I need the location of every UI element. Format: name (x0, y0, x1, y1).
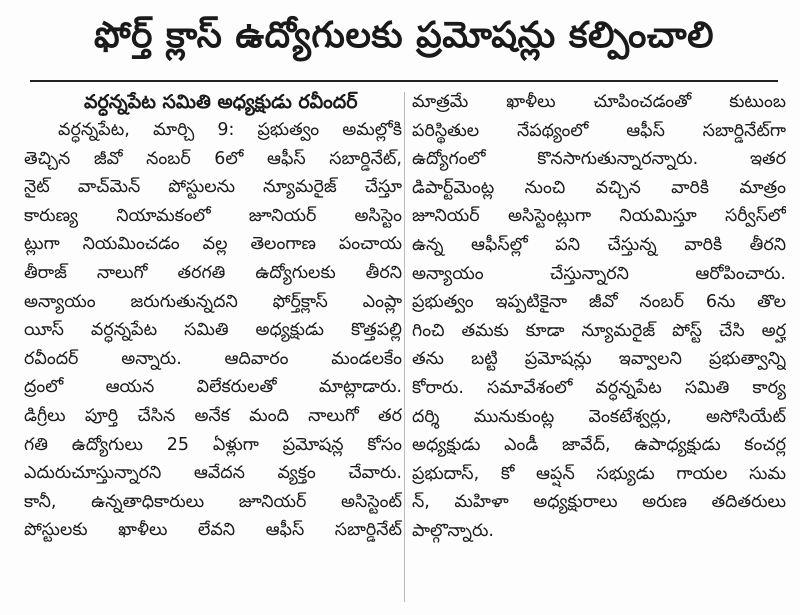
text-line: పాల్గొన్నారు. (412, 520, 494, 541)
text-line: తను బట్టి ప్రమోషన్లు ఇవ్వాలని ప్రభుత్వాన్ని (412, 349, 786, 370)
text-line: నైట్ వాచ్‌మెన్ పోస్టులను న్యూమరైజ్ చేస్తూ (24, 177, 402, 198)
text-line: రవీందర్ అన్నారు. ఆదివారం మండలకేం (24, 348, 402, 369)
text-line: పోస్టులకు ఖాళీలు లేవని ఆఫీస్ సబార్డినేట్ (24, 520, 402, 541)
article-headline: ఫోర్త్ క్లాస్ ఉద్యోగులకు ప్రమోషన్లు కల్పించాలి (93, 15, 714, 56)
text-line: ట్లుగా నియమించడం వల్ల తెలంగాణ పంచాయ (24, 234, 402, 255)
text-line: డిపార్ట్‌మెంట్ల నుంచి వచ్చిన వారికి మాత్రం (412, 177, 786, 198)
headline-rule (30, 80, 778, 82)
text-line: కారుణ్య నియామకంలో జూనియర్ అసిస్టెం (24, 205, 402, 226)
text-line: ప్రభుత్వం ఇప్పటికైనా జీవో నంబర్ 6ను తొల (412, 292, 786, 313)
article-subheadline: వర్ధన్నపేట సమితి అధ్యక్షుడు రవీందర్ (84, 91, 358, 113)
left-column (24, 88, 402, 608)
text-line: న్, మహిళా అధ్యక్షురాలు అరుణ తదితరులు (412, 492, 786, 513)
text-line: ప్రభుదాస్, కో ఆప్షన్ సభ్యుడు గాయల సుమ (412, 463, 786, 484)
text-line: డిగ్రీలు పూర్తి చేసిన అనేక మంది నాలుగో తర (24, 405, 402, 426)
text-line: గించి తమకు కూడా న్యూమరైజ్ పోస్ట్ చేసి అర్హ (412, 320, 786, 341)
text-line: వర్ధన్నపేట, మార్చి 9: ప్రభుత్వం అమల్లోకి (58, 120, 402, 140)
text-line: మాత్రమే ఖాళీలు చూపించడంతో కుటుంబ (412, 92, 786, 112)
text-line: తెచ్చిన జీవో నంబర్ 6లో ఆఫీస్ సబార్డినేట్, (24, 148, 402, 169)
right-column (412, 88, 786, 608)
right-column-text (412, 88, 786, 546)
text-line: అన్యాయం జరుగుతున్నదని ఫోర్త్‌క్లాస్ ఎంప్లా (24, 291, 402, 312)
left-column-text (24, 116, 402, 545)
text-line: అన్యాయం చేస్తున్నారని ఆరోపించారు. (412, 263, 786, 284)
text-line: కోరారు. సమావేశంలో వర్ధన్నపేట సమితి కార్య (412, 377, 786, 398)
text-line: దర్శి మునుకుంట్ల వెంకటేశ్వర్లు, అసోసియేట్ (412, 406, 786, 427)
text-line: అధ్యక్షుడు ఎండీ జావేద్, ఉపాధ్యక్షుడు కంచర్ల (412, 435, 786, 456)
text-line: ఉన్న ఆఫీస్‌ల్లో పని చేస్తున్న వారికి తీరని (412, 234, 786, 255)
text-line: కానీ, ఉన్నతాధికారులు జూనియర్ అసిస్టెంట్ (24, 491, 402, 512)
next-article-edge (24, 606, 784, 615)
text-line: యీస్ వర్ధన్నపేట సమితి అధ్యక్షుడు కొత్తపల్లి (24, 320, 402, 341)
text-line: ఎదురుచూస్తున్నారని ఆవేదన వ్యక్తం చేవారు. (24, 463, 402, 484)
text-line: జూనియర్ అసిస్టెంట్లుగా నియమిస్తూ సర్వీస్‌లో (412, 206, 786, 227)
text-line: ద్రంలో ఆయన విలేకరులతో మాట్లాడారు. (24, 377, 402, 398)
text-line: తీరాజ్ నాలుగో తరగతి ఉద్యోగులకు తీరని (24, 262, 402, 283)
text-line: గతి ఉద్యోగులు 25 ఏళ్లుగా ప్రమోషన్ల కోసం (24, 434, 402, 455)
text-line: పరిస్థితుల నేపథ్యంలో ఆఫీస్ సబార్డినేట్‌గా (412, 120, 786, 141)
text-line: ఉద్యోగంలో కొనసాగుతున్నారన్నారు. ఇతర (412, 149, 786, 170)
column-divider (404, 92, 405, 602)
